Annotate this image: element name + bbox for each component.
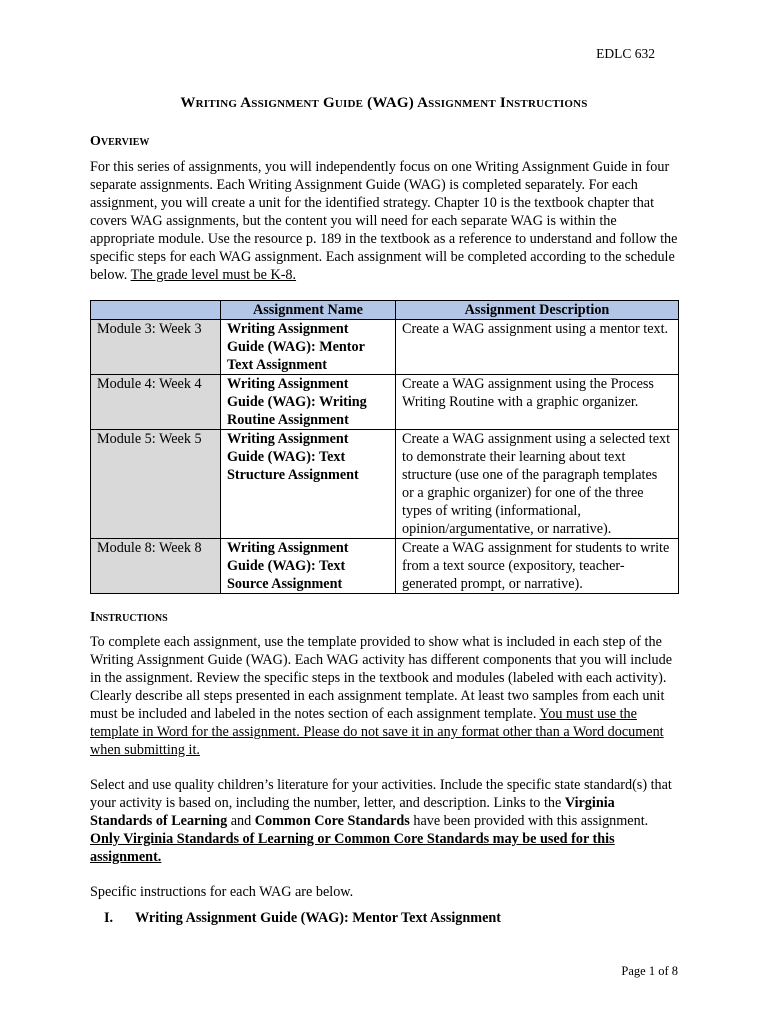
wag-list [90,909,678,927]
module-cell: Module 4: Week 4 [91,375,221,430]
header-cell-name: Assignment Name [221,301,396,320]
module-cell: Module 5: Week 5 [91,430,221,539]
overview-section [90,133,678,151]
module-cell: Module 3: Week 3 [91,320,221,375]
assignment-description-cell: Create a WAG assignment using a mentor text. [396,320,679,375]
schedule-table-wrap [90,300,678,594]
instructions-heading: Instructions [90,610,168,625]
virginia-standards-label: Virginia Standards of Learning [90,795,615,829]
instructions-section [90,609,678,627]
instructions-paragraph-3-block [90,883,678,901]
table-header-row [91,301,679,320]
overview-text: For this series of assignments, you will independently focus on one Writing Assignment Guide in four separate assignments. Each Writing Assignment Guide (WAG) is completed separately. For each assignment, you will create a unit for the identified strategy. Chapter 10 is the textbook chapter that covers WAG assignments, but the content you will need for each separate WAG is within the appropriate module. Use the resource p. 189 in the textbook as a reference to understand and follow the specific steps for each WAG assignment. Each assignment will be completed according to the schedule below. [90,159,678,283]
schedule-table [90,300,679,594]
grade-level-note: The grade level must be K-8. [130,267,297,283]
list-item [90,909,678,927]
overview-paragraph [90,158,678,284]
table-row [91,375,679,430]
assignment-description-cell: Create a WAG assignment for students to write from a text source (expository, teacher-generated prompt, or narrative). [396,539,679,594]
instructions-text: To complete each assignment, use the template provided to show what is included in each step of the Writing Assignment Guide (WAG). Each WAG activity has different components that you will include in the assignment. Review the specific steps in the textbook and modules (labeled with each activity). Clearly describe all steps presented in each assignment template. At least two samples from each unit must be included and labeled in the notes section of each assignment template. [90,634,673,722]
document-title: Writing Assignment Guide (WAG) Assignment Instructions [180,95,588,111]
standards-text-start: Select and use quality children’s literature for your activities. Include the specific state standard(s) that your activity is based on, including the number, letter, and description. Links to the [90,777,672,811]
template-requirement-note: You must use the template in Word for the assignment. Please do not save it in any format other than a Word document when submitting it. [90,706,664,758]
overview-paragraph-block [90,158,678,284]
list-item-number: I. [104,910,114,926]
module-cell: Module 8: Week 8 [91,539,221,594]
instructions-paragraph-3: Specific instructions for each WAG are below. [90,884,354,900]
standards-text-end: have been provided with this assignment. [413,813,649,829]
instructions-paragraph-1 [90,633,678,759]
standards-and: and [230,813,252,829]
header-cell-description: Assignment Description [396,301,679,320]
assignment-name-cell: Writing Assignment Guide (WAG): Mentor Text Assignment [221,320,396,375]
table-row [91,430,679,539]
assignment-name-cell: Writing Assignment Guide (WAG): Writing Routine Assignment [221,375,396,430]
course-code: EDLC 632 [596,46,655,61]
instructions-paragraph-2 [90,776,678,866]
table-row [91,320,679,375]
assignment-description-cell: Create a WAG assignment using a selected text to demonstrate their learning about text structure (use one of the paragraph templates or a graphic organizer) for one of the three types of writing (informational, opinion/argumentative, or narrative). [396,430,679,539]
standards-requirement-note: Only Virginia Standards of Learning or Common Core Standards may be used for this assignment. [90,831,615,865]
page-number: Page 1 of 8 [621,964,678,978]
header-cell-module [91,301,221,320]
assignment-description-cell: Create a WAG assignment using the Process Writing Routine with a graphic organizer. [396,375,679,430]
table-row [91,539,679,594]
instructions-paragraph-2-block [90,776,678,866]
assignment-name-cell: Writing Assignment Guide (WAG): Text Source Assignment [221,539,396,594]
assignment-name-cell: Writing Assignment Guide (WAG): Text Structure Assignment [221,430,396,539]
overview-heading: Overview [90,134,150,149]
instructions-paragraph-1-block [90,633,678,759]
list-item-text: Writing Assignment Guide (WAG): Mentor Text Assignment [135,910,502,926]
common-core-standards-label: Common Core Standards [254,813,410,829]
